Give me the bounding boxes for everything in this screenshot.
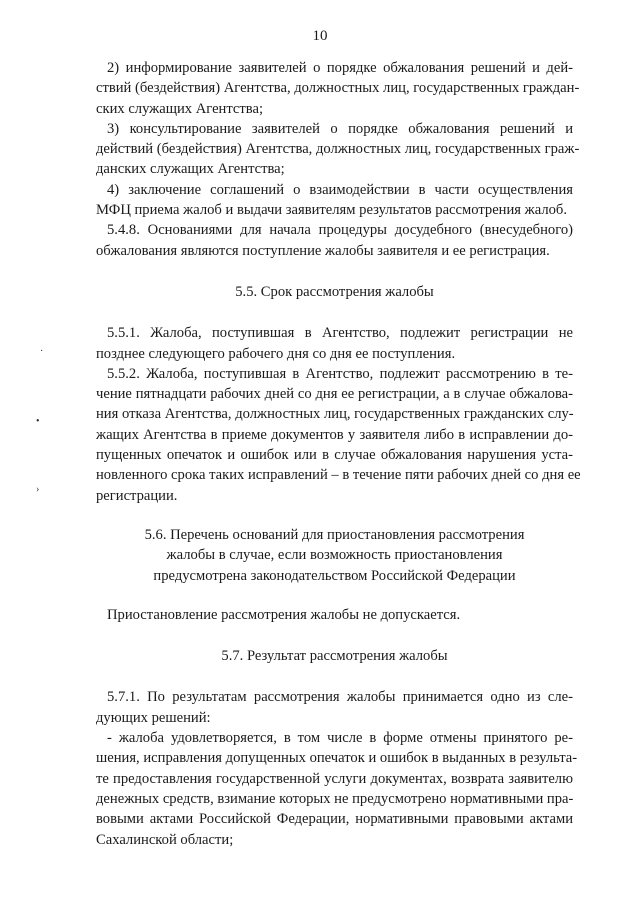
paragraph-item-3 <box>96 119 580 180</box>
paragraph-5-6: Приостановление рассмотрения жалобы не допускается. <box>107 606 461 623</box>
text-line: 5.5.2. Жалоба, поступившая в Агентство, подлежит рассмотрению в те- <box>107 365 573 382</box>
text-line: Сахалинской области; <box>96 831 234 848</box>
text-line: 5.7.1. По результатам рассмотрения жалобы принимается одно из сле- <box>107 689 573 706</box>
paragraph-5-7-1 <box>96 687 573 728</box>
text-line: пущенных опечаток и ошибок или в случае обжалования нарушения уста- <box>96 447 573 464</box>
text-line: действий (бездействия) Агентства, должностных лиц, государственных граж- <box>96 141 580 158</box>
scan-speck: · <box>40 346 44 357</box>
text-line: жащих Агентства в приеме документов у заявителя либо в исправлении до- <box>96 426 573 443</box>
text-line: ствий (бездействия) Агентства, должностных лиц, государственных граждан- <box>96 80 580 97</box>
paragraph-item-2 <box>96 58 580 119</box>
text-line: позднее следующего рабочего дня со дня ее поступления. <box>96 345 456 362</box>
heading-line: жалобы в случае, если возможность приостановления <box>166 547 503 564</box>
section-heading-5-6 <box>96 525 573 586</box>
text-line: 5.4.8. Основаниями для начала процедуры досудебного (внесудебного) <box>107 222 573 239</box>
section-heading-5-7: 5.7. Результат рассмотрения жалобы <box>221 648 448 665</box>
text-line: чение пятнадцати рабочих дней со дня ее регистрации, а в случае обжалова- <box>96 386 573 403</box>
page-number: 10 <box>312 28 328 44</box>
text-line: данских служащих Агентства; <box>96 161 285 178</box>
section-heading-5-5: 5.5. Срок рассмотрения жалобы <box>235 283 434 300</box>
text-line: 3) консультирование заявителей о порядке обжалования решений и <box>107 120 573 137</box>
paragraph-item-4 <box>96 180 573 221</box>
text-line: шения, исправления допущенных опечаток и ошибок в выданных в результа- <box>96 750 578 767</box>
scan-speck: • <box>36 416 40 427</box>
text-line: - жалоба удовлетворяется, в том числе в форме отмены принятого ре- <box>107 730 573 747</box>
text-line: МФЦ приема жалоб и выдачи заявителям результатов рассмотрения жалоб. <box>96 202 568 219</box>
scan-speck: › <box>36 484 40 495</box>
text-line: те предоставления государственной услуги документах, возврата заявителю <box>96 770 573 787</box>
paragraph-5-4-8 <box>96 220 573 261</box>
heading-line: предусмотрена законодательством Российской Федерации <box>153 567 516 584</box>
text-line: регистрации. <box>96 487 178 504</box>
text-line: 5.5.1. Жалоба, поступившая в Агентство, подлежит регистрации не <box>107 325 573 342</box>
text-line: ния отказа Агентства, должностных лиц, государственных гражданских слу- <box>96 406 574 423</box>
text-line: дующих решений: <box>96 709 211 726</box>
text-line: 4) заключение соглашений о взаимодействии в части осуществления <box>107 181 573 198</box>
paragraph-5-5-2 <box>96 364 581 506</box>
text-line: денежных средств, взимание которых не предусмотрено нормативными пра- <box>96 790 574 807</box>
document-body <box>96 58 581 850</box>
paragraph-5-5-1 <box>96 323 573 364</box>
heading-line: 5.6. Перечень оснований для приостановления рассмотрения <box>144 526 525 543</box>
text-line: новленного срока таких исправлений – в течение пяти рабочих дней со дня ее <box>96 467 581 484</box>
text-line: обжалования являются поступление жалобы заявителя и ее регистрация. <box>96 242 550 259</box>
text-line: ских служащих Агентства; <box>96 100 264 117</box>
paragraph-bullet-satisfied <box>96 728 578 850</box>
text-line: 2) информирование заявителей о порядке обжалования решений и дей- <box>107 60 573 76</box>
text-line: вовыми актами Российской Федерации, нормативными правовыми актами <box>96 811 573 828</box>
